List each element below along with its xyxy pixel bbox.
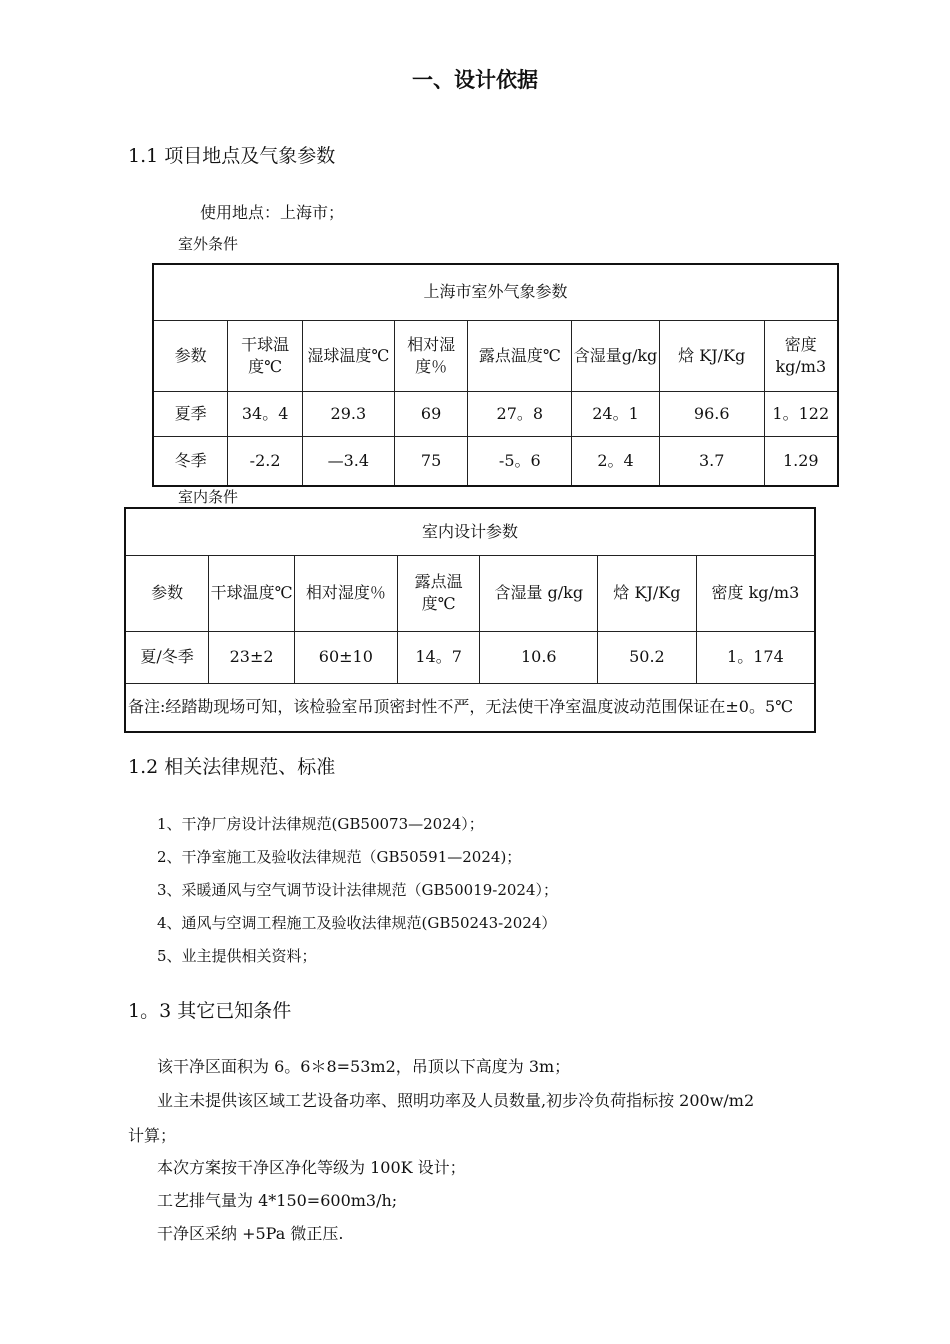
list-item: 5、业主提供相关资料； [157,947,317,965]
outdoor-table-caption: 上海市室外气象参数 [153,264,838,320]
table-cell: 69 [394,391,468,436]
section-1-3-heading: 1。3 其它已知条件 [128,1000,292,1022]
section-1-1-heading: 1.1 项目地点及气象参数 [128,145,336,167]
header-cell: 湿球温度℃ [303,320,395,391]
header-cell: 含湿量g/kg [572,320,660,391]
header-cell: 密度 kg/m3 [696,555,815,631]
indoor-table-caption: 室内设计参数 [125,508,815,555]
location-text: 使用地点：上海市； [200,203,345,222]
list-item: 3、采暖通风与空气调节设计法律规范（GB50019-2024）； [157,881,559,899]
outdoor-label: 室外条件 [178,235,239,253]
list-item: 4、通风与空调工程施工及验收法律规范(GB50243-2024） [157,914,557,932]
header-cell: 露点温度℃ [468,320,572,391]
table-cell: -5。6 [468,436,572,486]
table-cell: 23±2 [209,631,295,683]
table-cell: 24。1 [572,391,660,436]
table-cell: 夏季 [153,391,228,436]
table-row [153,391,838,436]
indoor-table-header-row [125,555,815,631]
table-cell: 1。122 [764,391,838,436]
paragraph: 业主未提供该区域工艺设备功率、照明功率及人员数量,初步冷负荷指标按 200w/m2 [157,1091,755,1110]
header-cell: 相对湿度％ [394,320,468,391]
outdoor-table-header-row [153,320,838,391]
table-cell: 夏/冬季 [125,631,209,683]
table-cell: —3.4 [303,436,395,486]
table-row [125,631,815,683]
list-item: 1、干净厂房设计法律规范(GB50073—2024）； [157,815,484,833]
table-cell: 34。4 [228,391,303,436]
header-cell: 含湿量 g/kg [480,555,598,631]
indoor-table-note: 备注:经踏勘现场可知，该检验室吊顶密封性不严，无法使干净室温度波动范围保证在±0。5℃ [125,683,815,732]
header-cell: 参数 [125,555,209,631]
outdoor-table [152,263,839,487]
paragraph: 工艺排气量为 4*150=600m3/h; [157,1191,398,1210]
paragraph: 计算； [128,1126,177,1145]
table-cell: 1.29 [764,436,838,486]
table-row [153,436,838,486]
indoor-table [124,507,816,733]
table-cell: 96.6 [659,391,764,436]
header-cell: 相对湿度％ [294,555,397,631]
table-cell: 14。7 [397,631,480,683]
header-cell: 露点温度℃ [397,555,480,631]
list-item: 2、干净室施工及验收法律规范（GB50591—2024)； [157,848,522,866]
page-title: 一、设计依据 [412,68,538,92]
paragraph: 该干净区面积为 6。6＊8=53m2，吊顶以下高度为 3m； [157,1057,571,1076]
header-cell: 焓 KJ/Kg [598,555,697,631]
header-cell: 焓 KJ/Kg [659,320,764,391]
table-cell: 3.7 [659,436,764,486]
table-cell: -2.2 [228,436,303,486]
table-cell: 75 [394,436,468,486]
header-cell: 干球温度℃ [228,320,303,391]
header-cell: 密度kg/m3 [764,320,838,391]
table-cell: 2。4 [572,436,660,486]
table-cell: 27。8 [468,391,572,436]
header-cell: 参数 [153,320,228,391]
table-cell: 29.3 [303,391,395,436]
paragraph: 本次方案按干净区净化等级为 100K 设计； [157,1158,466,1177]
header-cell: 干球温度℃ [209,555,295,631]
table-cell: 60±10 [294,631,397,683]
table-cell: 冬季 [153,436,228,486]
paragraph: 干净区采纳 +5Pa 微正压. [157,1224,344,1243]
table-cell: 1。174 [696,631,815,683]
indoor-label: 室内条件 [178,488,239,506]
section-1-2-heading: 1.2 相关法律规范、标准 [128,756,336,778]
table-cell: 50.2 [598,631,697,683]
table-cell: 10.6 [480,631,598,683]
